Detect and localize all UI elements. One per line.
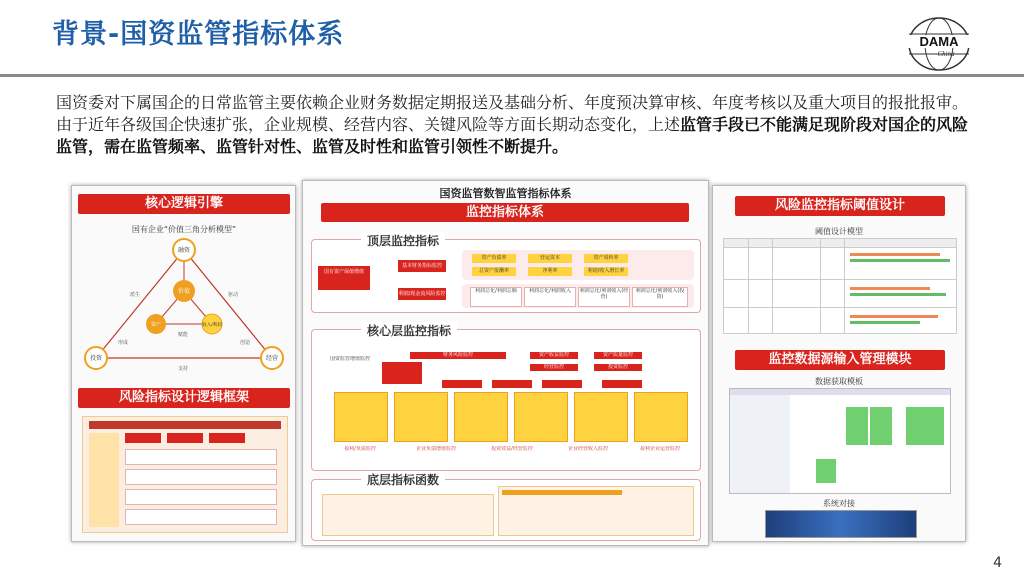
left-panel	[71, 185, 296, 542]
threshold-table	[723, 238, 957, 334]
top-cell: 利润总化/利润总额	[470, 287, 522, 307]
intro-normal-text: 国资委对下属国企的日常监管主要依赖企业财务数据定期报送及基础分析、年度预决算审核、年度考核以及重大项目的报批报审。由于近年各级国企快速扩张，企业规模、经营内容、关键风险等方面长期动态变化，上述	[56, 93, 969, 134]
core-layer-box	[311, 329, 701, 471]
threshold-design-title: 风险监控指标阈值设计	[735, 196, 945, 216]
right-panel	[712, 185, 966, 542]
core-group: 资产质量监控	[594, 352, 642, 359]
basic-financial-box: 基本财务指标监控	[398, 260, 446, 272]
title-divider	[0, 74, 1024, 77]
model-title: 国有企业“价值三角分析模型”	[131, 225, 237, 234]
intro-paragraph	[56, 92, 976, 158]
center-main-title: 国资监管数智监管指标体系	[439, 187, 572, 200]
logo-subtext: China	[937, 50, 955, 58]
threshold-table-title: 阈值设计模型	[815, 227, 863, 236]
core-layer-label: 核心层监控指标	[361, 322, 457, 339]
node-revenue-label: 收入/利润	[202, 323, 222, 328]
top-cell: 资产周转率	[584, 254, 628, 263]
core-bottom-label: 盈利/负债监控	[344, 446, 376, 452]
core-bottom-label: 企业经营收入监控	[567, 446, 608, 452]
data-template-screenshot	[729, 388, 951, 494]
bottom-layer-label: 底层指标函数	[361, 471, 445, 488]
edge-label-b1: 支持	[178, 366, 189, 372]
top-layer-box	[311, 239, 701, 313]
framework-diagram	[82, 416, 288, 533]
top-cell: 利润/收入增长率	[584, 267, 628, 276]
profit-cash-risk-box: 利润/现金流风险监控	[398, 288, 446, 300]
system-integration-caption: 系统对接	[823, 499, 855, 508]
node-financing-label: 融资	[177, 247, 191, 254]
data-template-caption: 数据获取模板	[815, 377, 863, 386]
edge-label-r1: 驱动	[228, 292, 239, 298]
intro-bold-text: 监管手段已不能满足现阶段对国企的风险监管，需在监管频率、监管针对性、监管及时性和监管引领性不断提升。	[56, 115, 969, 156]
top-cell: 净利率	[528, 267, 572, 276]
top-cell: 利润总化/利润收入(经营)	[578, 287, 630, 307]
core-bottom-label: 投资效益/经营监控	[491, 446, 533, 452]
value-triangle-diagram	[78, 236, 290, 376]
top-cell: 利润总化/利润收入	[524, 287, 576, 307]
core-group: 经营监控	[530, 364, 578, 371]
node-asset-label: 资产	[150, 322, 162, 328]
core-bottom-label: 盈利企业运营监控	[639, 446, 680, 452]
edge-label-l2: 形成	[118, 340, 129, 346]
core-group: 财务风险监控	[410, 352, 506, 359]
node-investment-label: 投资	[89, 355, 103, 362]
logo-text: DAMA	[919, 34, 959, 49]
core-group: 国资监管增值监控	[330, 356, 370, 362]
edge-label-r2: 创造	[240, 340, 251, 346]
dama-logo	[900, 16, 978, 72]
top-cell: 资产负债率	[472, 254, 516, 263]
core-logic-title: 核心逻辑引擎	[78, 194, 290, 214]
top-cell: 利润总化/利润收入(投资)	[632, 287, 688, 307]
page-number: 4	[993, 555, 1002, 571]
node-operation-label: 经营	[265, 355, 279, 362]
edge-label-m1: 赋能	[178, 332, 189, 338]
data-source-title: 监控数据源输入管理模块	[735, 350, 945, 370]
top-layer-label: 顶层监控指标	[361, 232, 445, 249]
system-integration-screenshot	[765, 510, 917, 538]
bottom-layer-box	[311, 479, 701, 541]
core-bottom-label: 企业负债增值监控	[415, 446, 456, 452]
page-title: 背景-国资监管指标体系	[52, 19, 345, 50]
core-group: 资产收益监控	[530, 352, 578, 359]
center-panel	[302, 180, 709, 546]
top-cell: 营运资本	[528, 254, 572, 263]
risk-framework-title: 风险指标设计逻辑框架	[78, 388, 290, 408]
node-value-label: 价值	[177, 288, 191, 295]
core-group: 投资监控	[594, 364, 642, 371]
monitor-system-title: 监控指标体系	[321, 203, 689, 222]
asset-preservation-box: 国有资产保值增值	[318, 266, 370, 290]
edge-label-l1: 派生	[130, 292, 141, 298]
top-cell: 总资产报酬率	[472, 267, 516, 276]
